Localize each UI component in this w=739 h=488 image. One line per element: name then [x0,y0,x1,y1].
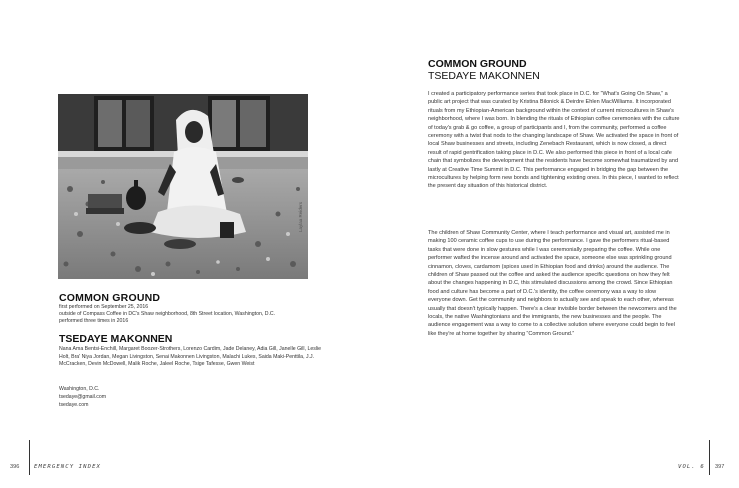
right-artist-name: TSEDAYE MAKONNEN [428,70,540,82]
right-running-head: VOL. 6 [678,464,705,470]
participants-list: Nana Ama Bentsi-Enchill, Margaret Boozer-Strothers, Lorenzo Cardim, Jade Delaney, Adia Gill, Janelle Gill, Leslie Holt, Bra' Niya Jordan, Megan Livingston, Senai Makonnen Livingston, Malachi Lukes, Saida Maki-Penttila, J.J. McCracken, Devin McDowell, Malik Roche, Jaleel Roche, Tsige Tafesse, Gwen Weist [59,346,321,368]
photo-credit: Laylaa Reiders [298,201,303,232]
right-title: COMMON GROUND [428,58,527,70]
meta-line: outside of Compass Coffee in DC's Shaw neighborhood, 8th Street location, Washington, D.C. [59,311,276,318]
right-margin-rule [709,440,710,475]
performance-photo-image [58,94,308,279]
left-margin-rule [29,440,30,475]
left-page-number: 396 [10,464,20,470]
meta-line: performed three times in 2016 [59,318,129,325]
contact-location: Washington, D.C. [59,386,100,392]
contact-email: tsedaye@gmail.com [59,393,107,400]
left-title: COMMON GROUND [59,292,161,304]
performance-meta [59,304,321,326]
left-artist-name: TSEDAYE MAKONNEN [59,333,173,345]
contact-info [59,386,259,409]
meta-line: first performed on September 25, 2016 [59,304,149,310]
contact-website: tsedaye.com [59,401,89,408]
essay-paragraph-2: The children of Shaw Community Center, where I teach performance and visual art, assisted me in making 100 ceramic coffee cups to use during the performance. I gave the performers ritual-based tasks that were done in slow gestures while I was ceremonially preparing the coffee. While one performer wafted the incense around and activated the space, someone else was sprinkling ground cinnamon, cloves, cardamom (spices used in Ethiopian food and drinks) around the audience. The children of Shaw passed out the coffee and asked the audience specific questions on how they felt about the changes happening in D.C, this stimulated discussions among the crowd. Since Ethiopian food and culture has become a part of D.C.'s identity, the coffee ceremony was a way to slow everyone down. Get the community and neighbors to actually see and speak to each other, whereas usually that doesn't typically happen. There's a clear invisible border between the newcomers and the locals, the native Washingtonians and the immigrants, the new businesses and the people. The audience engagement was a way to come to a collective solution where everyone could begin to feel like they're at home together by sharing “Common Ground.” [428,230,677,337]
right-page-number: 397 [715,464,725,470]
essay-paragraph-1: I created a participatory performance series that took place in D.C. for “What's Going On Shaw,” a public art project that was curated by Kristina Bilonick & Deirdre Ehlen MacWilliams. It incorporated rituals from my Ethiopian-American background within the context of current microcultures in Shaw's neighborhood, where I was born. In blending the rituals of Ethiopian coffee ceremonies with the culture of today's grab & go coffee, a group of participants and I, from the community, performed a coffee ceremony with a twist that nods to the changing landscape of Shaw. We activated the space in front of local Shaw businesses and streets, including Zenebach Restaurant, which is now closed, a direct result of rapid gentrification taking place in D.C. We also performed this piece in front of a local cafe chain that symbolizes the development that the residents have become somewhat traumatized by and lastly at Creative Time Summit in D.C. This performance engaged in bridging the gap between the microcultures by helping form new bonds and tightening existing ones. In this piece, I wanted to reflect the present day situation of this historical district. [428,91,680,190]
performance-photo [58,94,308,279]
left-running-head: EMERGENCY INDEX [34,464,102,470]
